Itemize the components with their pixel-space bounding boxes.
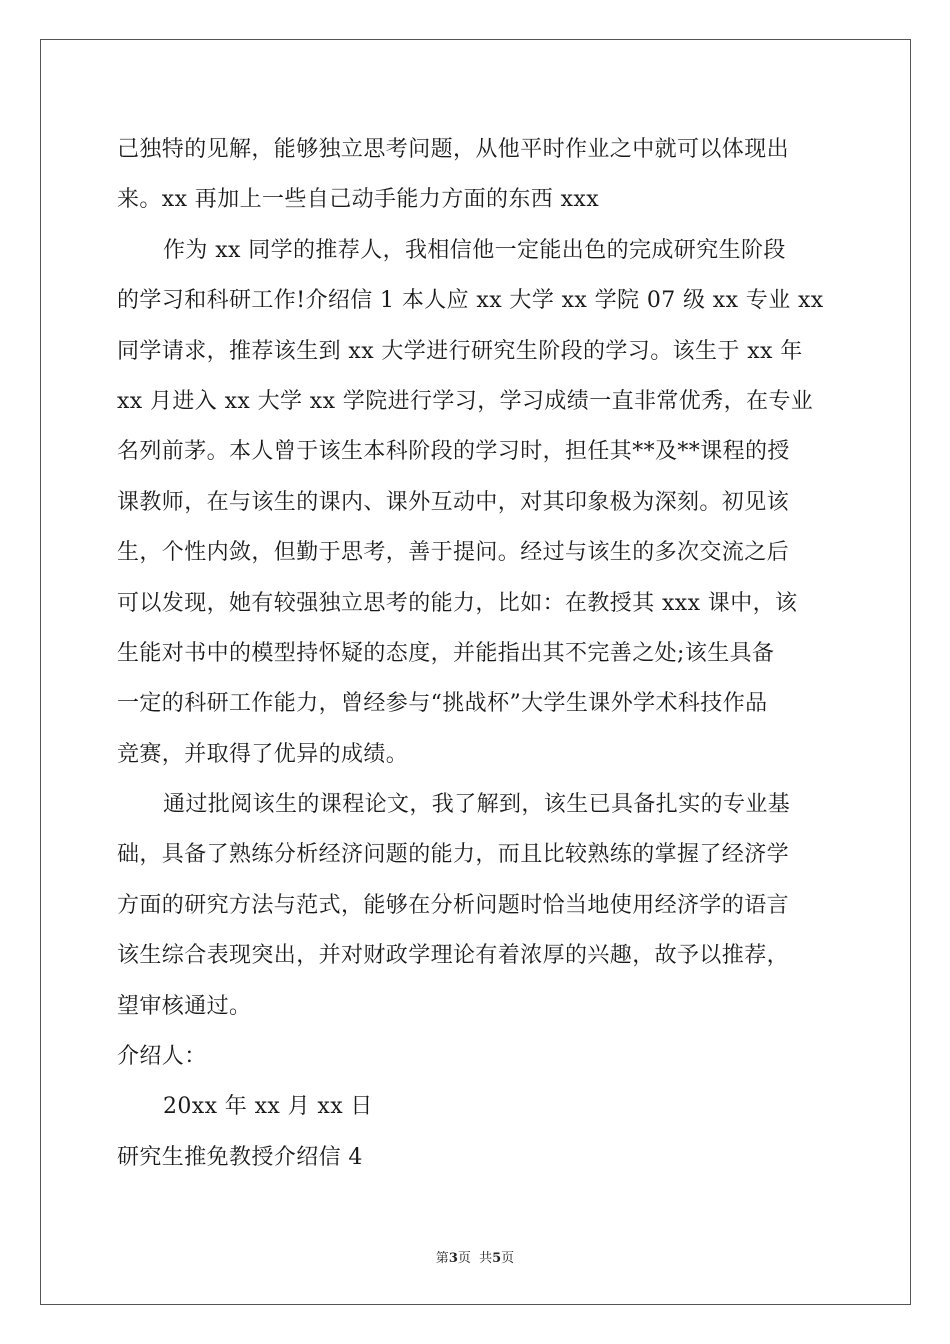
body-line: 同学请求，推荐该生到 xx 大学进行研究生阶段的学习。该生于 xx 年	[117, 338, 803, 364]
body-line: 课教师，在与该生的课内、课外互动中，对其印象极为深刻。初见该	[117, 489, 790, 515]
body-line: 生，个性内敛，但勤于思考，善于提问。经过与该生的多次交流之后	[117, 540, 790, 566]
body-line: 竞赛，并取得了优异的成绩。	[117, 741, 409, 767]
introducer-label: 介绍人：	[117, 1044, 207, 1070]
body-line: 一定的科研工作能力，曾经参与“挑战杯”大学生课外学术科技作品	[117, 691, 768, 717]
body-line: 来。xx 再加上一些自己动手能力方面的东西 xxx	[117, 187, 600, 213]
body-line: 方面的研究方法与范式，能够在分析问题时恰当地使用经济学的语言	[117, 892, 790, 918]
body-line: 名列前茅。本人曾于该生本科阶段的学习时，担任其**及**课程的授	[117, 439, 790, 465]
body-line: 可以发现，她有较强独立思考的能力，比如：在教授其 xxx 课中，该	[117, 590, 798, 616]
body-line: xx 月进入 xx 大学 xx 学院进行学习，学习成绩一直非常优秀，在专业	[117, 388, 814, 414]
body-line: 该生综合表现突出，并对财政学理论有着浓厚的兴趣，故予以推荐，	[117, 943, 790, 969]
body-line: 的学习和科研工作!介绍信 1 本人应 xx 大学 xx 学院 07 级 xx 专业 xx	[117, 288, 824, 314]
section-heading: 研究生推免教授介绍信 4	[117, 1144, 363, 1170]
document-body	[117, 125, 837, 1183]
page-suffix: 页	[501, 1251, 515, 1266]
page-footer	[0, 1247, 950, 1266]
paragraph-start: 通过批阅该生的课程论文，我了解到，该生已具备扎实的专业基	[163, 792, 791, 818]
page-mid: 页 共	[457, 1251, 493, 1266]
body-line: 望审核通过。	[117, 993, 252, 1019]
body-line: 础，具备了熟练分析经济问题的能力，而且比较熟练的掌握了经济学	[117, 842, 790, 868]
date-line: 20xx 年 xx 月 xx 日	[163, 1094, 373, 1120]
body-line: 生能对书中的模型持怀疑的态度，并能指出其不完善之处;该生具备	[117, 640, 775, 666]
body-line: 己独特的见解，能够独立思考问题，从他平时作业之中就可以体现出	[117, 137, 790, 162]
current-page-number: 3	[448, 1251, 458, 1266]
paragraph-start: 作为 xx 同学的推荐人，我相信他一定能出色的完成研究生阶段	[163, 237, 786, 263]
page-prefix: 第	[435, 1251, 449, 1266]
total-page-number: 5	[492, 1251, 502, 1266]
